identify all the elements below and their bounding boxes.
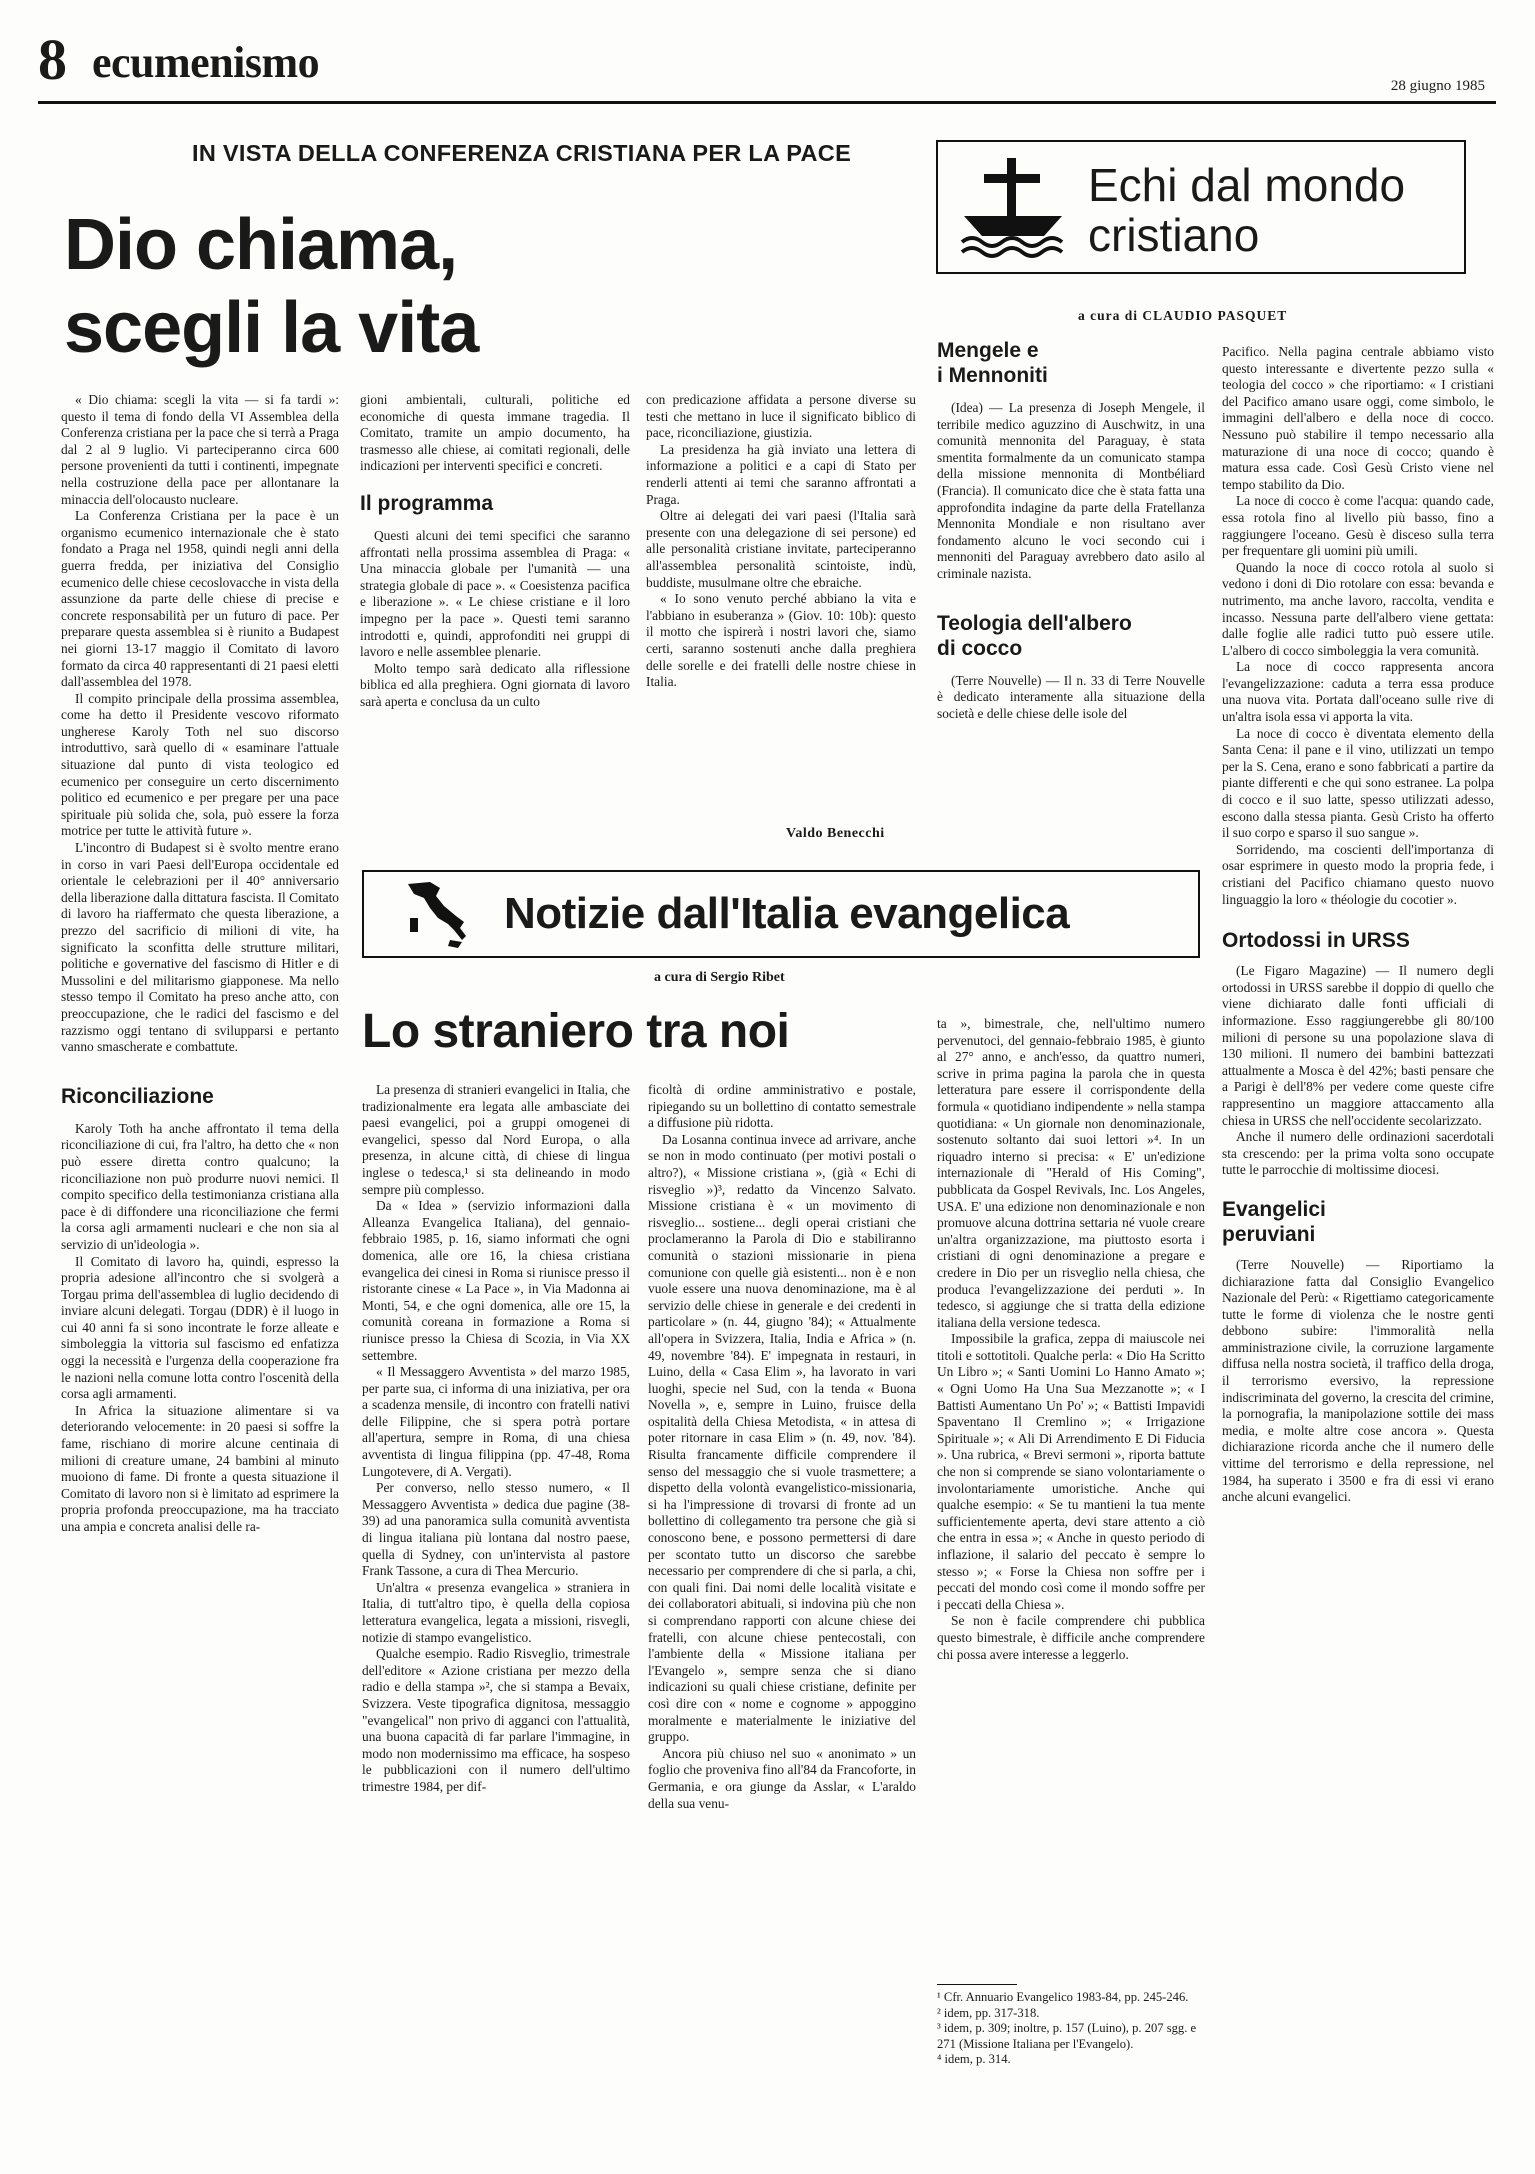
article-author: Valdo Benecchi — [786, 826, 885, 841]
italia-curator: a cura di Sergio Ribet — [654, 970, 785, 985]
straniero-column-2: ficoltà di ordine amministrativo e postale, ripiegando su un bollettino di contatto semestrale a diffusione più ridotta. Da Losanna continua invece ad arrivare, anche se non in modo continuato (per motivi postali o altro?), « Missione cristiana », (già « Echi di risveglio »)³, redatto da Vincenzo Salvato. Missione cristiana è « un movimento di risveglio... sostiene... degli operai cristiani che proclameranno la Parola di Dio e stabiliranno comunità o stazioni missionarie in piena comunione con quelle già esistenti... non è e non vuole essere una nuova denominazione, ma è al servizio delle chiese in generale e dei credenti in particolare » (n. 44, giugno '84); « Attualmente all'opera in Svizzera, Italia, India e Africa » (n. 49, novembre '84). E' impegnata in restauri, in Luino, della « Casa Elim », ha lavorato in vari luoghi, specie nel Sud, con la tenda « Buona Novella », e, sempre in Luino, fruisce della ospitalità della Chiesa Metodista, « in attesa di poter ritornare in casa Elim » (n. 49, nov. '84). Risulta francamente difficile comprendere il senso del messaggio che si vuole trasmettere; a dispetto della volontà evangelistico-missionaria, si ha l'impressione di trovarsi di fronte ad un bollettino di collegamento tra persone che già si conoscono bene, e possono permettersi di dare per scontato tutto un discorso che sarebbe necessario per comprendere di che si parla, a chi, con quali fini. Dai nomi delle località visitate e dei collaboratori abituali, si indovina più che non si comprendano rapporti con alcune chiese dei fratelli, con alcune chiese pentecostali, con l'ambiente della « Missione italiana per l'Evangelo », sempre senza che si diano indicazioni su quali chiese cristiane, definite per così dire con « nome e cognome » appoggino moralmente e materialmente le iniziative del gruppo. Ancora più chiuso nel suo « anonimato » un foglio che proveniva fino all'84 da Francoforte, in Germania, e ora giunge da Asslar, « L'araldo della sua venu- — [648, 1082, 916, 1811]
article-kicker: IN VISTA DELLA CONFERENZA CRISTIANA PER LA PACE — [192, 140, 852, 166]
footnote-1: ¹ Cfr. Annuario Evangelico 1983-84, pp. 245-246. — [937, 1990, 1189, 2004]
footnotes — [937, 1990, 1205, 2068]
echi-column-a: Mengele e i Mennoniti (Idea) — La presenza di Joseph Mengele, il terribile medico aguzzino di Auschwitz, in una comunità mennonita del Paraguay, è stata smentita formalmente da un comunicato stampa della missione mennonita di Montbéliard (Francia). Il comunicato dice che è stata fatta una approfondita indagine da parte della Fratellanza Mennonita Mondiale e non risultano aver fondamento alcuno le voci secondo cui i mennoniti del Paraguay avrebbero dato asilo al criminale nazista. Teologia dell'albero di cocco (Terre Nouvelle) — Il n. 33 di Terre Nouvelle è dedicato interamente alla situazione della società e delle chiese delle isole del — [937, 339, 1205, 721]
issue-date: 28 giugno 1985 — [1390, 78, 1485, 94]
footnote-rule — [937, 1984, 1017, 1985]
header-rule — [38, 101, 1496, 104]
italy-map-icon — [400, 878, 480, 954]
echi-title-line2: cristiano — [1088, 209, 1260, 261]
peru-title-line2: peruviani — [1222, 1222, 1316, 1246]
straniero-column-3: ta », bimestrale, che, nell'ultimo numero pervenutoci, del gennaio-febbraio 1985, è giunto al 27° anno, e anch'esso, da quattro numeri, scrive in prima pagina la parola che in questa letteratura pare essere il corrispondente della formula « quotidiano indipendente » nella stampa quotidiana: « Un giornale non denominazionale, sostenuto soltanto dai suoi lettori »⁴. In un riquadro interno si precisa: « E' un'edizione internazionale di "Herald of His Coming", pubblicata da Gospel Revivals, Inc. Los Angeles, USA. E' una edizione non denominazionale e non promuove alcuna dottrina settaria né vuole creare un'altra organizzazione, ma piuttosto esorta i cristiani di ogni denominazione a pregare e credere in Dio per un risveglio nella chiesa, che produca l'evangelizzazione dei perduti ». In tedesco, si aggiunge che si tratta della edizione italiana della versione tedesca. Impossibile la grafica, zeppa di maiuscole nei titoli e sottotitoli. Qualche perla: « Dio Ha Scritto Un Libro »; « Santi Uomini Lo Hanno Amato »; « Ogni Uomo Ha Una Sua Mezzanotte »; « I Battisti Aumentano Un Po' »; « Battisti Impavidi Spaventano Il Cremlino »; « Irrigazione Spirituale »; « Ali Di Arrendimento E Di Fiducia ». Una rubrica, « Brevi sermoni », riporta battute che non si comprende se siano volontariamente o involontariamente umoristiche. Anche qui qualche esempio: « Se tu mantieni la tua mente sufficientemente aperta, devi stare attento a ciò che entra in essa »; « Anche in questo periodo di inflazione, il salario del peccato è sempre lo stesso »; « Forse la Chiesa non soffre per i peccati del mondo così come il mondo soffre per i peccati della Chiesa ». Se non è facile comprendere chi pubblica questo bimestrale, è difficile anche comprendere chi possa avere interesse a leggerlo. — [937, 1016, 1205, 1662]
article-column-1: « Dio chiama: scegli la vita — si fa tardi »: questo il tema di fondo della VI Assemblea della Conferenza cristiana per la pace che si terrà a Praga dal 2 al 9 luglio. Vi parteciperanno circa 600 persone provenienti da tutti i continenti, impegnate nella costruzione della pace per allontanare la minaccia dell'olocausto nucleare. La Conferenza Cristiana per la pace è un organismo ecumenico internazionale che è stato fondato a Praga nel 1958, quindi negli anni della guerra fredda, per iniziativa del Consiglio ecumenico delle chiese cecoslovacche in vista della assunzione da parte delle chiese di precise e concrete responsabilità per un futuro di pace. Per preparare questa assemblea si è riunito a Budapest nei giorni 13-17 maggio il Comitato di lavoro formato da circa 40 rappresentanti di 21 paesi eletti dall'assemblea del 1978. Il compito principale della prossima assemblea, come ha detto il Presidente vescovo riformato ungherese Karoly Toth nel suo discorso introduttivo, sarà quello di « esaminare l'attuale situazione dal punto di vista teologico ed ecumenico per conseguire un certo discernimento politico ed ecumenico e per pregare per una pace spirituale più solida che, sola, può essere la forza motrice per tutte le attività future ». L'incontro di Budapest si è svolto mentre erano in corso in vari Paesi dell'Europa occidentale ed orientale le celebrazioni per il 40° anniversario della liberazione dalla dittatura fascista. Il Comitato di lavoro ha riaffermato che questa liberazione, a prezzo del sacrificio di milioni di vite, ha significato la sconfitta delle strutture militari, politiche e governative del fascismo di Hitler e di Mussolini e del militarismo giapponese. Ma nello stesso tempo il Comitato ha preso anche atto, con preoccupazione, che le radici del fascismo e del razzismo oggi tentano di svilupparsi e pertanto vanno smascherate e combattute. Riconciliazione Karoly Toth ha anche affrontato il tema della riconciliazione di cui, fra l'altro, ha detto che « non può essere diretta contro qualcuno; la riconciliazione non può produrre nuovi nemici. Il compito specifico della testimonianza cristiana alla pace è di diffondere una riconciliazione che fermi la corsa agli armamenti nucleari e che non sia al servizio di un'ideologia ». Il Comitato di lavoro ha, quindi, espresso la propria adesione all'incontro che si svolgerà a Torgau prima dell'assemblea di luglio decidendo di inviare alcuni delegati. Torgau (DDR) è il luogo in cui 40 anni fa si sono incontrate le forze alleate e simboleggia la vittoria sul fascismo ed enfatizza oggi la necessità e l'urgenza della cooperazione fra le nazioni nella comune lotta contro l'oscenità della corsa agli armamenti. In Africa la situazione alimentare si va deteriorando velocemente: in 20 paesi si soffre la fame, rischiano di morire alcune centinaia di milioni di creature umane, 24 bambini al minuto muoiono di fame. Di fronte a questa situazione il Comitato di lavoro non si è limitato ad esprimere la propria profonda preoccupazione, ma ha tracciato una ampia e concreta analisi delle ra- — [61, 392, 339, 1534]
mengele-title-line1: Mengele e — [937, 339, 1039, 362]
cocco-title-line1: Teologia dell'albero — [937, 611, 1132, 635]
article-title-line1: Dio chiama, — [64, 205, 458, 285]
article-column-3: con predicazione affidata a persone diverse su testi che mettano in luce il significato biblico di pace, riconciliazione, giustizia. La presidenza ha già inviato una lettera di informazione a politici e a capi di Stato per renderli attenti ai temi che saranno affrontati a Praga. Oltre ai delegati dei vari paesi (l'Italia sarà presente con una delegazione di sei persone) ed alle personalità cristiane invitate, parteciperanno all'assemblea personalità scintoiste, indù, buddiste, musulmane oltre che ebraiche. « Io sono venuto perché abbiano la vita e l'abbiano in esuberanza » (Giov. 10: 10b): questo il motto che ispirerà i nostri lavori che, siamo certi, saranno sostenuti anche dalla preghiera delle sorelle e dei fratelli delle nostre chiese in Italia. — [646, 392, 916, 690]
italia-header-box — [362, 870, 1200, 958]
echi-title-line1: Echi dal mondo — [1088, 159, 1406, 211]
article-column-2: gioni ambientali, culturali, politiche ed economiche di questa immane tragedia. Il Comitato, tramite un ampio documento, ha trasmesso alle chiese, ai comitati regionali, delle indicazioni per interventi specifici e concreti. Il programma Questi alcuni dei temi specifici che saranno affrontati nella prossima assemblea di Praga: « Una minaccia globale per l'umanità — una strategia globale di pace ». « Coesistenza pacifica e liberazione ». « Le chiese cristiane e il loro impegno per la pace ». Questi temi saranno introdotti e, quindi, approfonditi nei gruppi di lavoro e nelle assemblee plenarie. Molto tempo sarà dedicato alla riflessione biblica ed alla preghiera. Ogni giornata di lavoro sarà aperta e conclusa da un culto — [360, 392, 630, 709]
echi-column-b: Pacifico. Nella pagina centrale abbiamo visto questo interessante e divertente pezzo sulla « teologia del cocco » che riportiamo: « I cristiani del Pacifico amano usare oggi, come simbolo, le immagini dell'albero e della noce di cocco. Nessuno può stabilire il tempo necessario alla maturazione di una noce di cocco; quando è matura essa cade. Così Gesù Cristo viene nel tempo stabilito da Dio. La noce di cocco è come l'acqua: quando cade, essa rotola fino al livello più basso, fino a raggiungere l'oceano. Gesù è disceso sulla terra per frequentare gli uomini più umili. Quando la noce di cocco rotola al suolo si vedono i doni di Dio rotolare con essa: bevanda e nutrimento, ma anche lavoro, raccolta, vendita e incasso. Nessuna parte dell'albero viene gettata: dalle foglie alle radici tutto può essere utile. L'albero di cocco simboleggia la vera comunità. La noce di cocco rappresenta ancora l'evangelizzazione: caduta a terra essa produce una nuova vita. Portata dall'oceano sulle rive di un'altra isola essa vi apporta la vita. La noce di cocco è diventata elemento della Santa Cena: il pane e il vino, utilizzati un tempo per la S. Cena, erano e sono fabbricati a partire da piante differenti e che qui sono estranee. La polpa di cocco e il suo latte, spesso utilizzati adesso, escono dalla stessa pianta. Gesù Cristo ha offerto il suo corpo e sparso il suo sangue ». Sorridendo, ma coscienti dell'importanza di osar esprimere in questo modo la propria fede, i cristiani del Pacifico chiamano questo nuovo linguaggio la loro « théologie du cocotier ». Ortodossi in URSS (Le Figaro Magazine) — Il numero degli ortodossi in URSS sarebbe il doppio di quello che viene dichiarato dalle fonti ufficiali di informazione. Esso raggiungerebbe gli 80/100 milioni di persone su una popolazione slava di 130 milioni. Il numero dei bambini battezzati attualmente a Mosca è del 42%; basti pensare che a Parigi è dell'8% per vedere come queste cifre rappresentino un maggiore attaccamento alla chiesa in URSS che nell'occidente secolarizzato. Anche il numero delle ordinazioni sacerdotali sta crescendo: per la prima volta sono occupate tutte le parrocchie di moltissime diocesi. Evangelici peruviani (Terre Nouvelle) — Riportiamo la dichiarazione fatta dal Consiglio Evangelico Nazionale del Perù: « Rigettiamo categoricamente tutte le forme di violenza che le nostre genti debbono subire: l'immoralità nella amministrazione civile, la corruzione largamente diffusa nella nostra società, il traffico della droga, il terrorismo eversivo, la repressione indiscriminata del governo, la crescita del crimine, la pornografia, la manipolazione sottile dei mass media, e molte altre cose ancora ». Questa dichiarazione ricorda anche che il numero delle vittime del terrorismo e della repressione, nel 1984, ha superato i 3500 e fra di essi vi erano anche alcuni evangelici. — [1222, 344, 1494, 1505]
straniero-title: Lo straniero tra noi — [362, 1005, 790, 1058]
echi-header-box — [936, 140, 1466, 274]
footnote-3: ³ idem, p. 309; inoltre, p. 157 (Luino), p. 207 sgg. e 271 (Missione Italiana per l'Evangelo). — [937, 2021, 1197, 2051]
footnote-2: ² idem, pp. 317-318. — [937, 2005, 1040, 2020]
cocco-title-line2: di cocco — [937, 636, 1023, 660]
urss-title: Ortodossi in URSS — [1222, 929, 1410, 953]
section-title: ecumenismo — [92, 38, 320, 87]
article-title-line2: scegli la vita — [64, 288, 479, 368]
page-number: 8 — [38, 27, 67, 92]
subhead-programma: Il programma — [360, 491, 494, 515]
footnote-4: ⁴ idem, p. 314. — [937, 2052, 1011, 2066]
mengele-title-line2: i Mennoniti — [937, 364, 1048, 387]
echi-curator: a cura di CLAUDIO PASQUET — [1078, 308, 1288, 323]
peru-title-line1: Evangelici — [1222, 1197, 1326, 1221]
subhead-riconciliazione: Riconciliazione — [61, 1084, 214, 1108]
straniero-column-1: La presenza di stranieri evangelici in Italia, che tradizionalmente era legata alle ambasciate dei paesi evangelici, poi a gruppi omogenei di evangelici, spesso dal Nord Europa, o alla presenza, in alcune città, di chiese di lingua inglese o tedesca,¹ si sta delineando in modo sempre più complesso. Da « Idea » (servizio informazioni dalla Alleanza Evangelica Italiana), del gennaio-febbraio 1985, p. 16, siamo informati che ogni domenica, alle ore 16, la chiesa cristiana evangelica dei cinesi in Roma si riunisce presso il ristorante cinese « La Pace », in Via Madonna ai Monti, 54, e che ogni domenica, alle ore 15, la comunità coreana in formazione a Roma si riunisce presso la Chiesa di Scozia, in Via XX settembre. « Il Messaggero Avventista » del marzo 1985, per parte sua, ci informa di una iniziativa, per ora a scadenza mensile, di incontro con fratelli nativi delle Filippine, che si spera potrà portare all'apertura, sempre in Roma, di una chiesa avventista di lingua filippina (pp. 47-48, Roma Lungotevere, di A. Vergati). Per converso, nello stesso numero, « Il Messaggero Avventista » dedica due pagine (38-39) ad una panoramica sulla comunità avventista di lingua italiana più lontana dal nostro paese, quella di Sydney, con un'intervista al pastore Frank Tassone, a cura di Thea Mercurio. Un'altra « presenza evangelica » straniera in Italia, di tutt'altro tipo, è quella della copiosa letteratura evangelica, legata a missioni, risvegli, notizie di stampo evangelistico. Qualche esempio. Radio Risveglio, trimestrale dell'editore « Azione cristiana per mezzo della radio e della stampa »², che si stampa a Bevaix, Svizzera. Veste tipografica dignitosa, messaggio "evangelical" non privo di agganci con l'attualità, una buona capacità di far parlare l'immagine, in modo non modernissimo ma efficace, ha sospeso le pubblicazioni con il numero dell'ultimo trimestre 1984, per dif- — [362, 1082, 630, 1794]
cross-boat-icon — [958, 152, 1068, 264]
italia-title: Notizie dall'Italia evangelica — [504, 889, 1070, 938]
